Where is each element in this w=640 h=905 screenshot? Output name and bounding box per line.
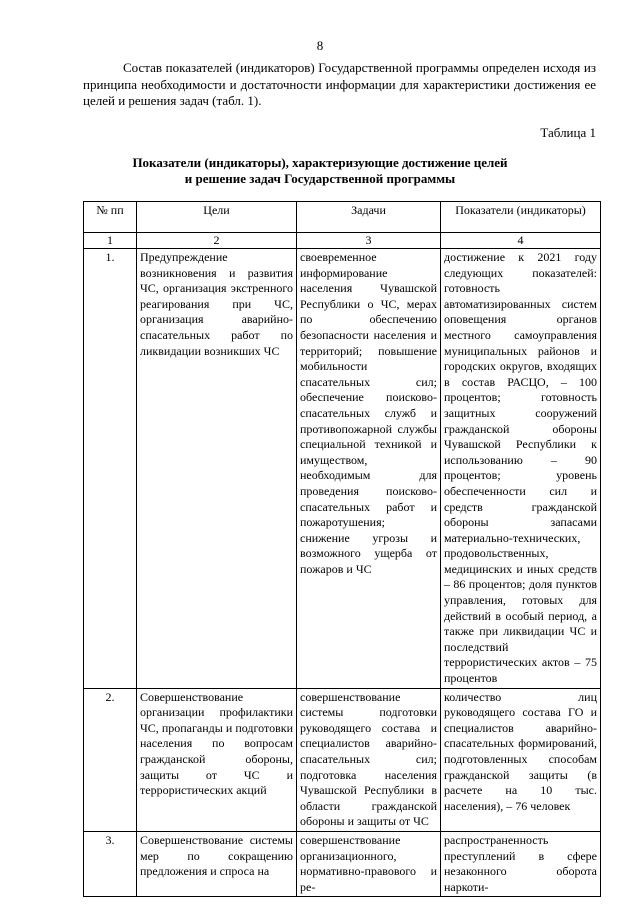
row-number: 3. [84,831,137,896]
row-number: 1. [84,249,137,689]
header-number: № пп [84,202,137,233]
table-title-line-2: и решение задач Государственной программы [184,171,456,186]
column-number-row [84,233,601,249]
column-number-1: 1 [84,233,137,249]
column-number-4: 4 [441,233,601,249]
indicators-table [83,201,601,897]
row-indicators: достижение к 2021 году следующих показателей: готовность автоматизированных систем оповещения органов местного самоуправления муниципальных районов и городских округов, входящих в состав РАСЦО, – 100 процентов; готовность защитных сооружений гражданской обороны Чувашской Республики к использованию – 90 процентов; уровень обеспеченности сил и средств гражданской обороны запасами материально-технических, продовольственных, медицинских и иных средств – 86 процентов; доля пунктов управления, готовых для действий в особый период, а также при ликвидации ЧС и последствий террористических актов – 75 процентов [441,249,601,689]
header-indicators: Показатели (индикаторы) [441,202,601,233]
table-header-row [84,202,601,233]
table-row [84,831,601,896]
table-title [0,155,640,187]
row-goal: Предупреждение возникновения и развития ЧС, организация экстренного реагирования при ЧС, организация аварийно-спасательных работ по ликвидации возникших ЧС [137,249,297,689]
row-goal: Совершенствование системы мер по сокращению предложения и спроса на [137,831,297,896]
intro-paragraph: Состав показателей (индикаторов) Государственной программы определен исходя из принципа необходимости и достаточности информации для характеристики достижения ее целей и решения задач (табл. 1). [83,60,596,108]
row-number: 2. [84,688,137,831]
column-number-3: 3 [297,233,441,249]
table-row [84,688,601,831]
table-title-line-1: Показатели (индикаторы), характеризующие достижение целей [132,155,508,170]
row-indicators: количество лиц руководящего состава ГО и специалистов аварийно-спасательных формирований, подготовленных способам гражданской защиты (в расчете на 10 тыс. населения), – 76 человек [441,688,601,831]
row-goal: Совершенствование организации профилактики ЧС, пропаганды и подготовки населения по вопросам гражданской обороны, защиты от ЧС и террористических акций [137,688,297,831]
row-tasks: совершенствование организационного, нормативно-правового и ре- [297,831,441,896]
header-goals: Цели [137,202,297,233]
header-tasks: Задачи [297,202,441,233]
table-row [84,249,601,689]
table-label: Таблица 1 [540,125,596,140]
page-number: 8 [316,38,324,53]
row-tasks: совершенствование системы подготовки руководящего состава и специалистов аварийно-спасательных сил; подготовка населения Чувашской Республики в области гражданской обороны и защиты от ЧС [297,688,441,831]
column-number-2: 2 [137,233,297,249]
row-indicators: распространенность преступлений в сфере незаконного оборота наркоти- [441,831,601,896]
row-tasks: своевременное информирование населения Чувашской Республики о ЧС, мерах по обеспечению безопасности населения и территорий; повышение мобильности спасательных сил; обеспечение поисково-спасательных служб и противопожарной службы специальной техникой и имуществом, необходимым для проведения поисково-спасательных работ и пожаротушения; снижение угрозы и возможного ущерба от пожаров и ЧС [297,249,441,689]
